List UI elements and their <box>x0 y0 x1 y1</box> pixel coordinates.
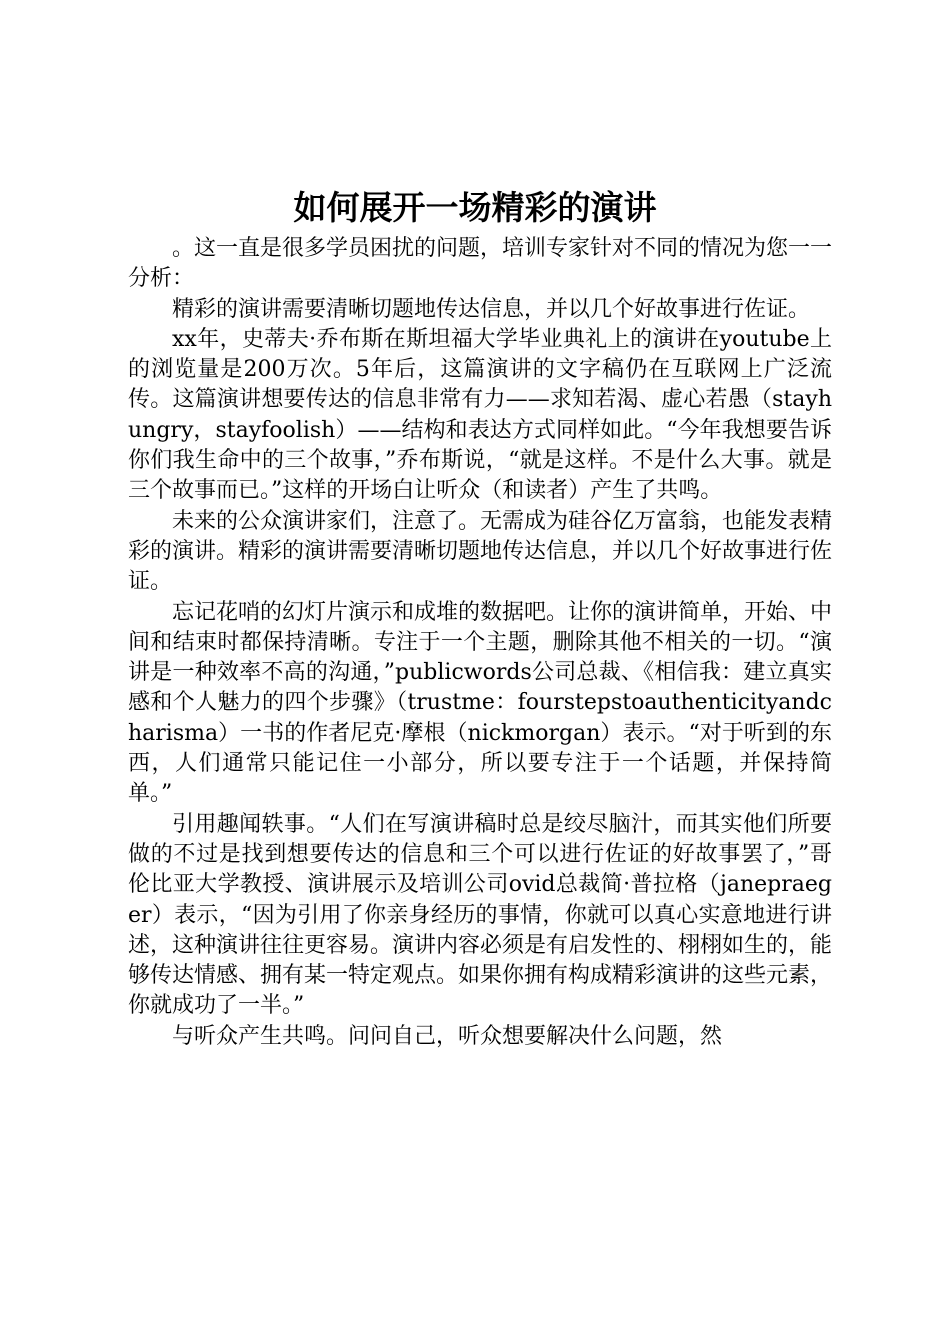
paragraph: 精彩的演讲需要清晰切题地传达信息，并以几个好故事进行佐证。 <box>172 296 811 322</box>
paragraph: 。这一直是很多学员困扰的问题，培训专家针对不同的情况为您一一分析： <box>128 236 833 292</box>
document-title: 如何展开一场精彩的演讲 <box>293 188 657 227</box>
paragraph: 忘记花哨的幻灯片演示和成堆的数据吧。让你的演讲简单，开始、中间和结束时都保持清晰。专注于一个主题，删除其他不相关的一切。“演讲是一种效率不高的沟通，”publicwords公司总裁、《相信我：建立真实感和个人魅力的四个步骤》（trustme：fourstepstoauthenticityandcharisma）一书的作者尼克·摩根（nickmorgan）表示。“对于听到的东西，人们通常只能记住一小部分，所以要专注于一个话题，并保持简单。” <box>128 599 833 807</box>
document-body <box>128 234 832 1052</box>
paragraph: 引用趣闻轶事。“人们在写演讲稿时总是绞尽脑汁，而其实他们所要做的不过是找到想要传达的信息和三个可以进行佐证的好故事罢了，”哥伦比亚大学教授、演讲展示及培训公司ovid总裁简·普拉格（janepraeger）表示，“因为引用了你亲身经历的事情，你就可以真心实意地进行讲述，这种演讲往往更容易。演讲内容必须是有启发性的、栩栩如生的，能够传达情感、拥有某一特定观点。如果你拥有构成精彩演讲的这些元素，你就成功了一半。” <box>128 811 833 1019</box>
paragraph: xx年，史蒂夫·乔布斯在斯坦福大学毕业典礼上的演讲在youtube上的浏览量是200万次。5年后，这篇演讲的文字稿仍在互联网上广泛流传。这篇演讲想要传达的信息非常有力——求知若渴、虚心若愚（stayhungry，stayfoolish）——结构和表达方式同样如此。“今年我想要告诉你们我生命中的三个故事，”乔布斯说，“就是这样。不是什么大事。就是三个故事而已。”这样的开场白让听众（和读者）产生了共鸣。 <box>128 326 832 504</box>
paragraph: 未来的公众演讲家们，注意了。无需成为硅谷亿万富翁，也能发表精彩的演讲。精彩的演讲需要清晰切题地传达信息，并以几个好故事进行佐证。 <box>128 508 833 595</box>
paragraph: 与听众产生共鸣。问问自己，听众想要解决什么问题，然 <box>172 1023 723 1049</box>
